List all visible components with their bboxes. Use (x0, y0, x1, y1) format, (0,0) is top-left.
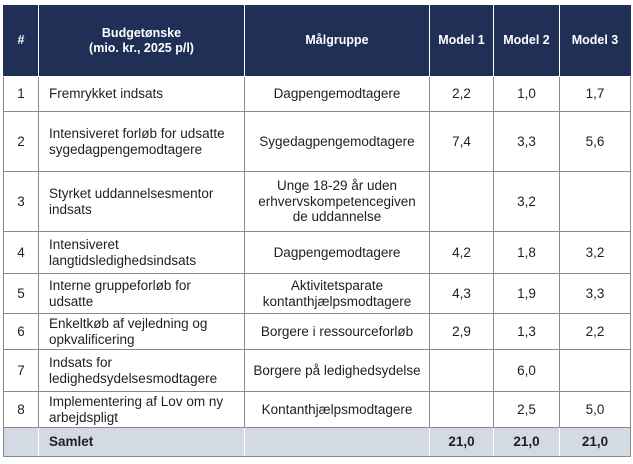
row-model3 (560, 350, 631, 392)
row-index: 8 (4, 392, 39, 428)
row-group: Unge 18-29 år uden erhvervskompetencegiven de uddannelse (245, 172, 430, 232)
row-model1: 2,9 (430, 314, 494, 350)
row-description: Intensiveret langtidsledighedsindsats (39, 232, 245, 274)
total-group (245, 428, 430, 457)
table-row (4, 274, 631, 314)
table-row (4, 350, 631, 392)
budget-table (3, 5, 631, 457)
total-label: Samlet (39, 428, 245, 457)
row-model2: 1,3 (494, 314, 560, 350)
header-group: Målgruppe (245, 6, 430, 77)
header-model2: Model 2 (494, 6, 560, 77)
header-budget-title: Budgetønske (101, 25, 182, 40)
row-model2: 6,0 (494, 350, 560, 392)
row-index: 4 (4, 232, 39, 274)
row-model1 (430, 350, 494, 392)
row-index: 6 (4, 314, 39, 350)
row-model2: 1,9 (494, 274, 560, 314)
table-row (4, 112, 631, 172)
header-index: # (4, 6, 39, 77)
row-model3: 5,0 (560, 392, 631, 428)
row-index: 5 (4, 274, 39, 314)
row-index: 1 (4, 77, 39, 112)
row-model2: 1,0 (494, 77, 560, 112)
header-budget (39, 6, 245, 77)
row-model3: 2,2 (560, 314, 631, 350)
row-description: Intensiveret forløb for udsatte sygedagpengemodtagere (39, 112, 245, 172)
header-model1: Model 1 (430, 6, 494, 77)
table-row (4, 172, 631, 232)
total-model2: 21,0 (494, 428, 560, 457)
header-budget-unit: (mio. kr., 2025 p/l) (89, 41, 194, 55)
row-group: Borgere i ressourceforløb (245, 314, 430, 350)
row-description: Styrket uddannelsesmentor indsats (39, 172, 245, 232)
row-index: 7 (4, 350, 39, 392)
row-description: Enkeltkøb af vejledning og opkvalificering (39, 314, 245, 350)
row-model3: 3,3 (560, 274, 631, 314)
row-model1 (430, 392, 494, 428)
row-model2: 1,8 (494, 232, 560, 274)
row-model1: 2,2 (430, 77, 494, 112)
row-model1: 4,2 (430, 232, 494, 274)
total-row (4, 428, 631, 457)
row-model1: 4,3 (430, 274, 494, 314)
table-row (4, 392, 631, 428)
total-model1: 21,0 (430, 428, 494, 457)
total-index (4, 428, 39, 457)
row-group: Dagpengemodtagere (245, 232, 430, 274)
row-description: Indsats for ledighedsydelsesmodtagere (39, 350, 245, 392)
row-model1: 7,4 (430, 112, 494, 172)
row-model2: 2,5 (494, 392, 560, 428)
row-model1 (430, 172, 494, 232)
table-header-row (4, 6, 631, 77)
row-description: Implementering af Lov om ny arbejdspligt (39, 392, 245, 428)
row-group: Dagpengemodtagere (245, 77, 430, 112)
row-model3: 5,6 (560, 112, 631, 172)
table-row (4, 314, 631, 350)
row-index: 2 (4, 112, 39, 172)
row-model3: 1,7 (560, 77, 631, 112)
row-model2: 3,2 (494, 172, 560, 232)
total-model3: 21,0 (560, 428, 631, 457)
table-row (4, 77, 631, 112)
row-description: Interne gruppeforløb for udsatte (39, 274, 245, 314)
row-model3 (560, 172, 631, 232)
row-description: Fremrykket indsats (39, 77, 245, 112)
row-group: Kontanthjælpsmodtagere (245, 392, 430, 428)
row-group: Borgere på ledighedsydelse (245, 350, 430, 392)
table-row (4, 232, 631, 274)
row-group: Aktivitetsparate kontanthjælpsmodtagere (245, 274, 430, 314)
row-group: Sygedagpengemodtagere (245, 112, 430, 172)
row-index: 3 (4, 172, 39, 232)
row-model2: 3,3 (494, 112, 560, 172)
header-model3: Model 3 (560, 6, 631, 77)
row-model3: 3,2 (560, 232, 631, 274)
